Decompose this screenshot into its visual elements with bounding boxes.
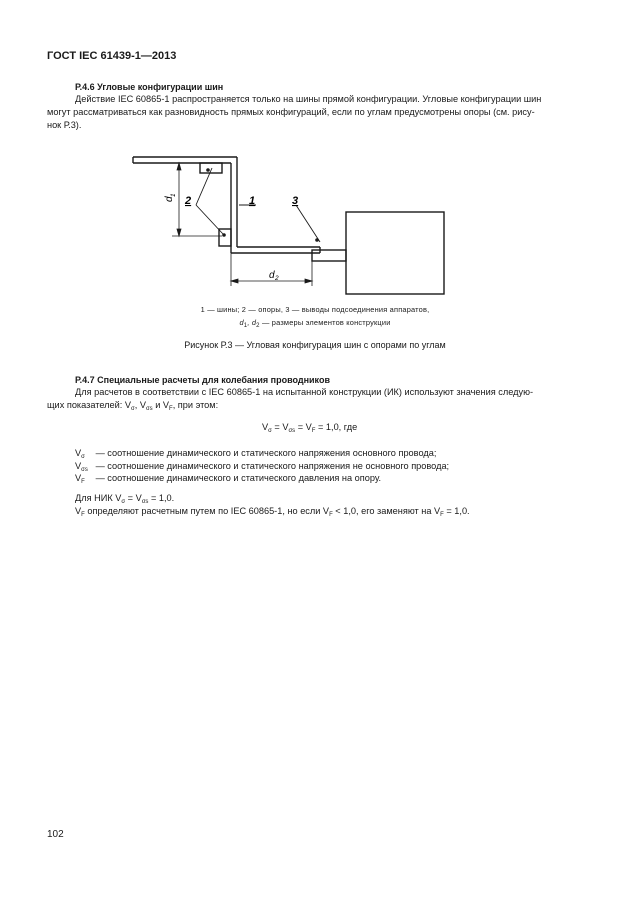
formula: $V_\sigma = V_{\sigma s} = V_F = 1,0$, где [262, 422, 358, 434]
leader-lines [196, 168, 320, 242]
busbar-vertical [231, 157, 237, 253]
vf-line: $V_F$ определяют расчетным путем по IEC 60865-1, но если $V_F < 1,0$, его заменяют на $V_F = 1,0$. [75, 506, 470, 518]
section-p46-line2: могут рассматриваться как разновидность прямых конфигураций, если по углам предусмотрены опоры (см. рису- [47, 107, 535, 117]
figure-legend-line1 [0, 305, 630, 314]
definition-item: $V_{\sigma s}$ — соотношение динамического и статического напряжения не основного провода; [75, 460, 450, 473]
definition-item: $V_\sigma$ — соотношение динамического и статического напряжения основного провода; [75, 448, 437, 460]
figure-legend-line2 [0, 318, 630, 327]
legend-d1-sub: 1 [243, 323, 248, 329]
apparatus-box [346, 212, 444, 294]
page-number: 102 [47, 829, 64, 840]
callout-3: 3 [292, 195, 299, 207]
terminal-connector [312, 250, 346, 261]
section-p47-heading: Р.4.7 Специальные расчеты для колебания проводников [75, 375, 330, 385]
figure-caption: Рисунок Р.3 — Угловая конфигурация шин с опорами по углам [184, 340, 446, 350]
d2-label-sub: 2 [275, 275, 279, 282]
legend-line1-text: 1 — шины; 2 — опоры, 3 — выводы подсоединения аппаратов, [200, 305, 430, 314]
section-p46-line3: нок Р.3). [47, 120, 82, 130]
nik-line: Для НИК $V_\sigma = V_{\sigma s} = 1,0$. [75, 493, 175, 505]
legend-d2: , d [247, 318, 257, 327]
d1-label: d [164, 196, 175, 202]
busbar-top [133, 157, 237, 163]
busbar-bottom [231, 247, 320, 253]
upper-support [200, 163, 222, 173]
busbar-figure [0, 140, 630, 300]
d2-label: d [269, 270, 275, 281]
section-p46-heading: Р.4.6 Угловые конфигурации шин [75, 82, 224, 92]
callout-2: 2 [185, 195, 192, 207]
section-p47-line1: Для расчетов в соответствии с IEC 60865-1 на испытанной конструкции (ИК) используют значения следую- [75, 387, 534, 397]
legend-d2-sub: 2 [256, 323, 260, 329]
legend-d1: d [239, 318, 244, 327]
definition-list [75, 447, 449, 485]
d1-label-sub: 1 [170, 193, 177, 197]
definition-item: $V_F$ — соотношение динамического и статического давления на опору. [75, 473, 382, 485]
section-p47-line2: щих показателей: $V_\sigma$, $V_{\sigma s}$ и $V_F$, при этом: [47, 400, 219, 412]
section-p46-line1: Действие IEC 60865-1 распространяется только на шины прямой конфигурации. Угловые конфигурации шин [75, 94, 542, 104]
callout-1: 1 [249, 195, 256, 207]
document-header: ГОСТ IEC 61439-1—2013 [47, 50, 177, 62]
legend-line2-rest: — размеры элементов конструкции [259, 318, 391, 327]
